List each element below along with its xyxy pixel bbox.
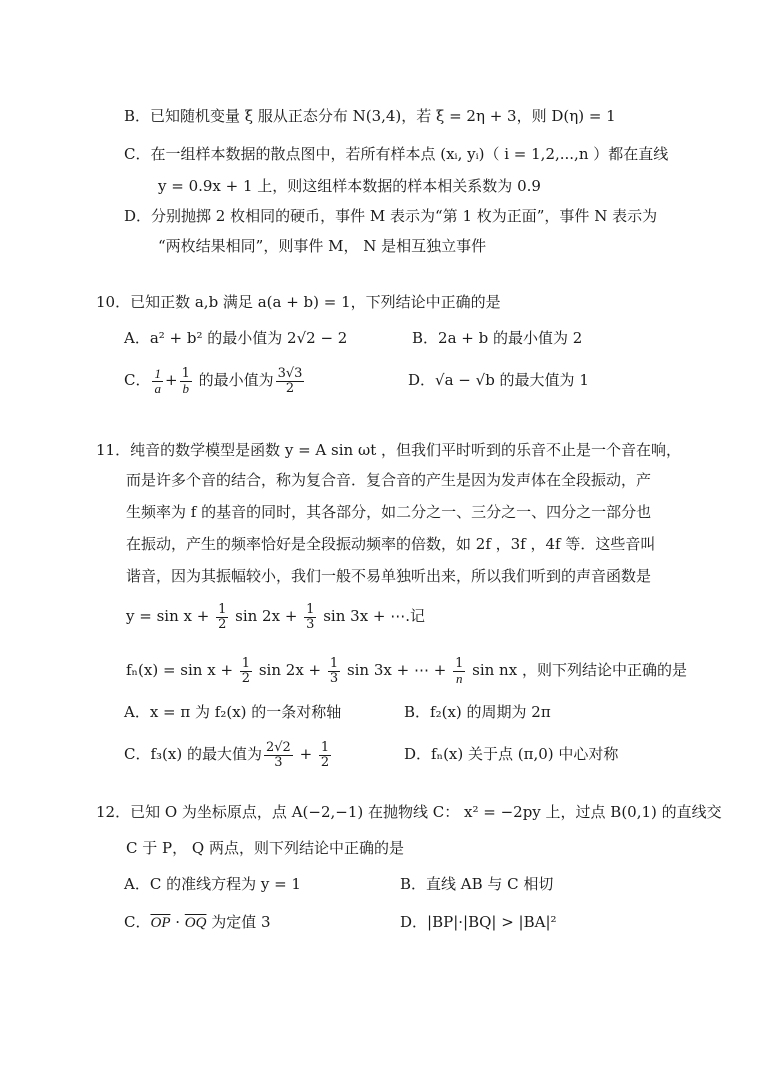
fraction: $\frac{1}{a}$	[154, 365, 161, 396]
q10-option-c: C． $\frac{1}{a}$ + $\frac{1}{b}$ 的最小值为 $\frac{3√3}{2}$	[124, 365, 303, 396]
vector-op: $\overline{OP}$	[150, 915, 171, 931]
q12-option-a: A．C 的准线方程为 y = 1	[124, 875, 301, 893]
q11-option-b: B．f₂(x) 的周期为 2π	[404, 703, 551, 721]
q10-stem: 10．已知正数 a,b 满足 a(a + b) = 1，下列结论中正确的是	[96, 293, 501, 311]
fraction: $\frac{1}{3}$	[329, 655, 339, 686]
q11-line3: 生频率为 f 的基音的同时，其各部分，如二分之一、三分之一、四分之一部分也	[126, 503, 652, 521]
q9-option-c-line1: C．在一组样本数据的散点图中，若所有样本点 (xᵢ, yᵢ)（ i = 1,2,...,n ）都在直线	[124, 145, 669, 163]
q10-c-mid: 的最小值为	[193, 371, 274, 389]
q11-option-d: D．fₙ(x) 关于点 (π,0) 中心对称	[404, 745, 619, 763]
fraction: $\frac{3√3}{2}$	[277, 365, 303, 396]
q11-formula1: y = sin x + $\frac{1}{2}$ sin 2x + $\frac{1}{3}$ sin 3x + ⋯.记	[126, 601, 426, 632]
q12-stem-line1: 12．已知 O 为坐标原点，点 A(−2,−1) 在抛物线 C： x² = −2py 上，过点 B(0,1) 的直线交	[96, 803, 722, 821]
q11-option-a: A．x = π 为 f₂(x) 的一条对称轴	[124, 703, 342, 721]
fraction: $\frac{1}{2}$	[218, 601, 227, 632]
fraction: $\frac{1}{2}$	[241, 655, 251, 686]
q12-option-c: C．$\overline{OP} \cdot \overline{OQ}$ 为定值 3	[124, 913, 271, 931]
vector-oq: $\overline{OQ}$	[184, 915, 207, 931]
q9-option-b: B．已知随机变量 ξ 服从正态分布 N(3,4)，若 ξ = 2η + 3，则 D(η) = 1	[124, 107, 616, 125]
fraction: $\frac{1}{3}$	[306, 601, 315, 632]
q10-c-prefix: C．	[124, 371, 151, 389]
fraction: $\frac{1}{2}$	[320, 739, 330, 770]
fraction: $\frac{2√2}{3}$	[265, 739, 291, 770]
q12-stem-line2: C 于 P， Q 两点，则下列结论中正确的是	[126, 839, 404, 857]
q11-option-c: C．f₃(x) 的最大值为 $\frac{2√2}{3}$ + $\frac{1}{2}$	[124, 739, 330, 770]
q11-line2: 而是许多个音的结合，称为复合音．复合音的产生是因为发声体在全段振动，产	[126, 471, 652, 489]
q11-line4: 在振动，产生的频率恰好是全段振动频率的倍数，如 2f ，3f ，4f 等．这些音叫	[126, 535, 656, 553]
q9-option-d-line1: D．分别抛掷 2 枚相同的硬币，事件 M 表示为“第 1 枚为正面”，事件 N 表示为	[124, 207, 658, 225]
fraction: $\frac{1}{n}$	[455, 655, 464, 686]
q12-option-b: B．直线 AB 与 C 相切	[400, 875, 554, 893]
q10-option-b: B．2a + b 的最小值为 2	[412, 329, 583, 347]
q9-option-c-line2: y = 0.9x + 1 上，则这组样本数据的样本相关系数为 0.9	[158, 177, 541, 195]
fraction: $\frac{1}{b}$	[181, 365, 190, 396]
q11-line1: 11．纯音的数学模型是函数 y = A sin ωt ，但我们平时听到的乐音不止是一个音在响，	[96, 441, 681, 459]
q11-line5: 谐音，因为其振幅较小，我们一般不易单独听出来，所以我们听到的声音函数是	[126, 567, 652, 585]
q12-option-d: D．|BP|·|BQ| > |BA|²	[400, 913, 557, 931]
q10-option-d: D．√a − √b 的最大值为 1	[408, 371, 589, 389]
q11-formula2: fₙ(x) = sin x + $\frac{1}{2}$ sin 2x + $\frac{1}{3}$ sin 3x + ⋯ + $\frac{1}{n}$ sin nx ，则下列结论中正确的是	[126, 655, 687, 686]
q10-option-a: A．a² + b² 的最小值为 2√2 − 2	[124, 329, 348, 347]
q9-option-d-line2: “两枚结果相同”，则事件 M， N 是相互独立事件	[158, 237, 487, 255]
